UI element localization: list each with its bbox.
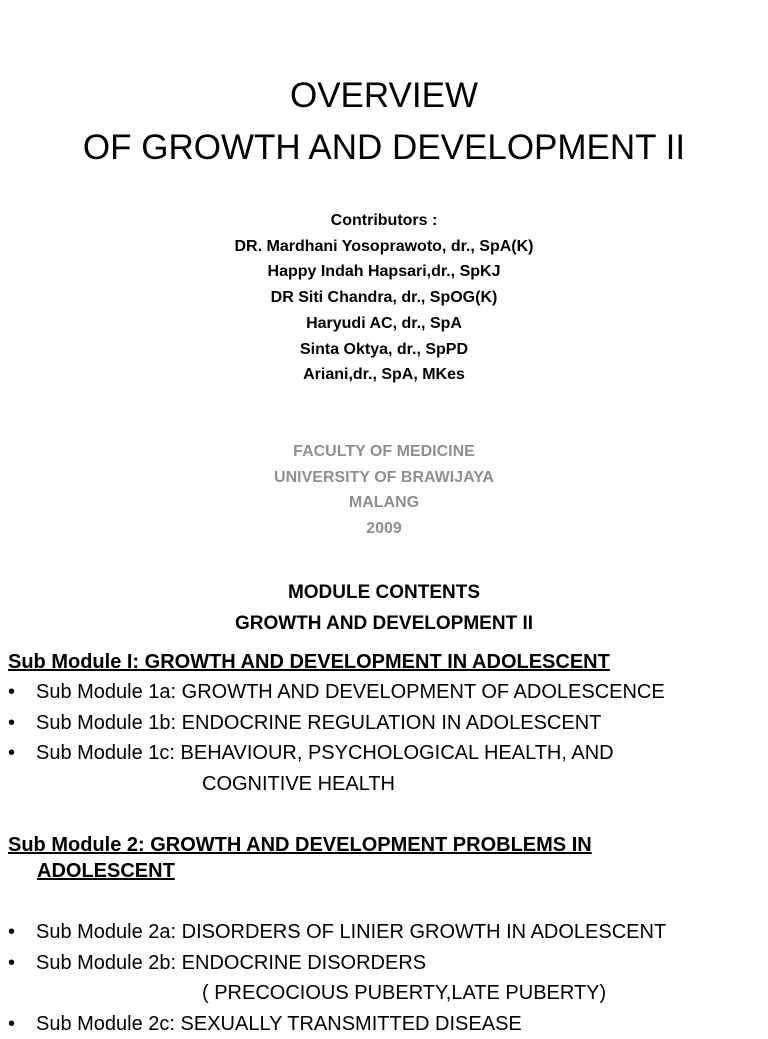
sub-module-2-list (8, 917, 666, 1039)
contributor-name: Sinta Oktya, dr., SpPD (0, 337, 768, 363)
title-line-1: OVERVIEW (0, 75, 768, 117)
list-item (8, 948, 666, 1009)
list-item-text: Sub Module 1c: BEHAVIOUR, PSYCHOLOGICAL HEALTH, AND (36, 742, 614, 764)
bullet-icon: • (8, 708, 15, 739)
list-item (8, 677, 665, 708)
list-item-text: Sub Module 1b: ENDOCRINE REGULATION IN ADOLESCENT (36, 712, 601, 734)
contributor-name: DR. Mardhani Yosoprawoto, dr., SpA(K) (0, 234, 768, 260)
bullet-icon: • (8, 1009, 15, 1039)
contributors-block (0, 208, 768, 388)
module-heading-2: GROWTH AND DEVELOPMENT II (0, 608, 768, 639)
sub-module-2-heading-line-1: Sub Module 2: GROWTH AND DEVELOPMENT PROBLEMS IN (8, 834, 592, 856)
contributor-name: Happy Indah Hapsari,dr., SpKJ (0, 259, 768, 285)
list-item (8, 708, 665, 739)
list-item (8, 917, 666, 948)
contributor-name: Ariani,dr., SpA, MKes (0, 362, 768, 388)
faculty-name: FACULTY OF MEDICINE (0, 439, 768, 465)
sub-module-2-heading-line-2: ADOLESCENT (8, 858, 592, 884)
contributor-name: DR Siti Chandra, dr., SpOG(K) (0, 285, 768, 311)
list-item-text: Sub Module 1a: GROWTH AND DEVELOPMENT OF ADOLESCENCE (36, 681, 665, 703)
title-line-2: OF GROWTH AND DEVELOPMENT II (0, 127, 768, 169)
contributors-heading: Contributors : (0, 208, 768, 234)
sub-module-1-list (8, 677, 665, 799)
list-item-text: Sub Module 2a: DISORDERS OF LINIER GROWTH IN ADOLESCENT (36, 921, 666, 943)
sub-module-1-heading: Sub Module I: GROWTH AND DEVELOPMENT IN ADOLESCENT (8, 649, 610, 675)
sub-module-2-heading (8, 832, 592, 884)
list-item-continuation: COGNITIVE HEALTH (36, 769, 665, 800)
bullet-icon: • (8, 677, 15, 708)
list-item-text: Sub Module 2c: SEXUALLY TRANSMITTED DISEASE (36, 1013, 522, 1035)
institution-block (0, 439, 768, 542)
year: 2009 (0, 516, 768, 542)
list-item (8, 738, 665, 799)
bullet-icon: • (8, 948, 15, 979)
university-name: UNIVERSITY OF BRAWIJAYA (0, 465, 768, 491)
city-name: MALANG (0, 490, 768, 516)
bullet-icon: • (8, 917, 15, 948)
list-item-continuation: ( PRECOCIOUS PUBERTY,LATE PUBERTY) (36, 978, 666, 1009)
module-contents-heading (0, 577, 768, 639)
list-item-text: Sub Module 2b: ENDOCRINE DISORDERS (36, 952, 426, 974)
contributor-name: Haryudi AC, dr., SpA (0, 311, 768, 337)
bullet-icon: • (8, 738, 15, 769)
module-heading-1: MODULE CONTENTS (0, 577, 768, 608)
